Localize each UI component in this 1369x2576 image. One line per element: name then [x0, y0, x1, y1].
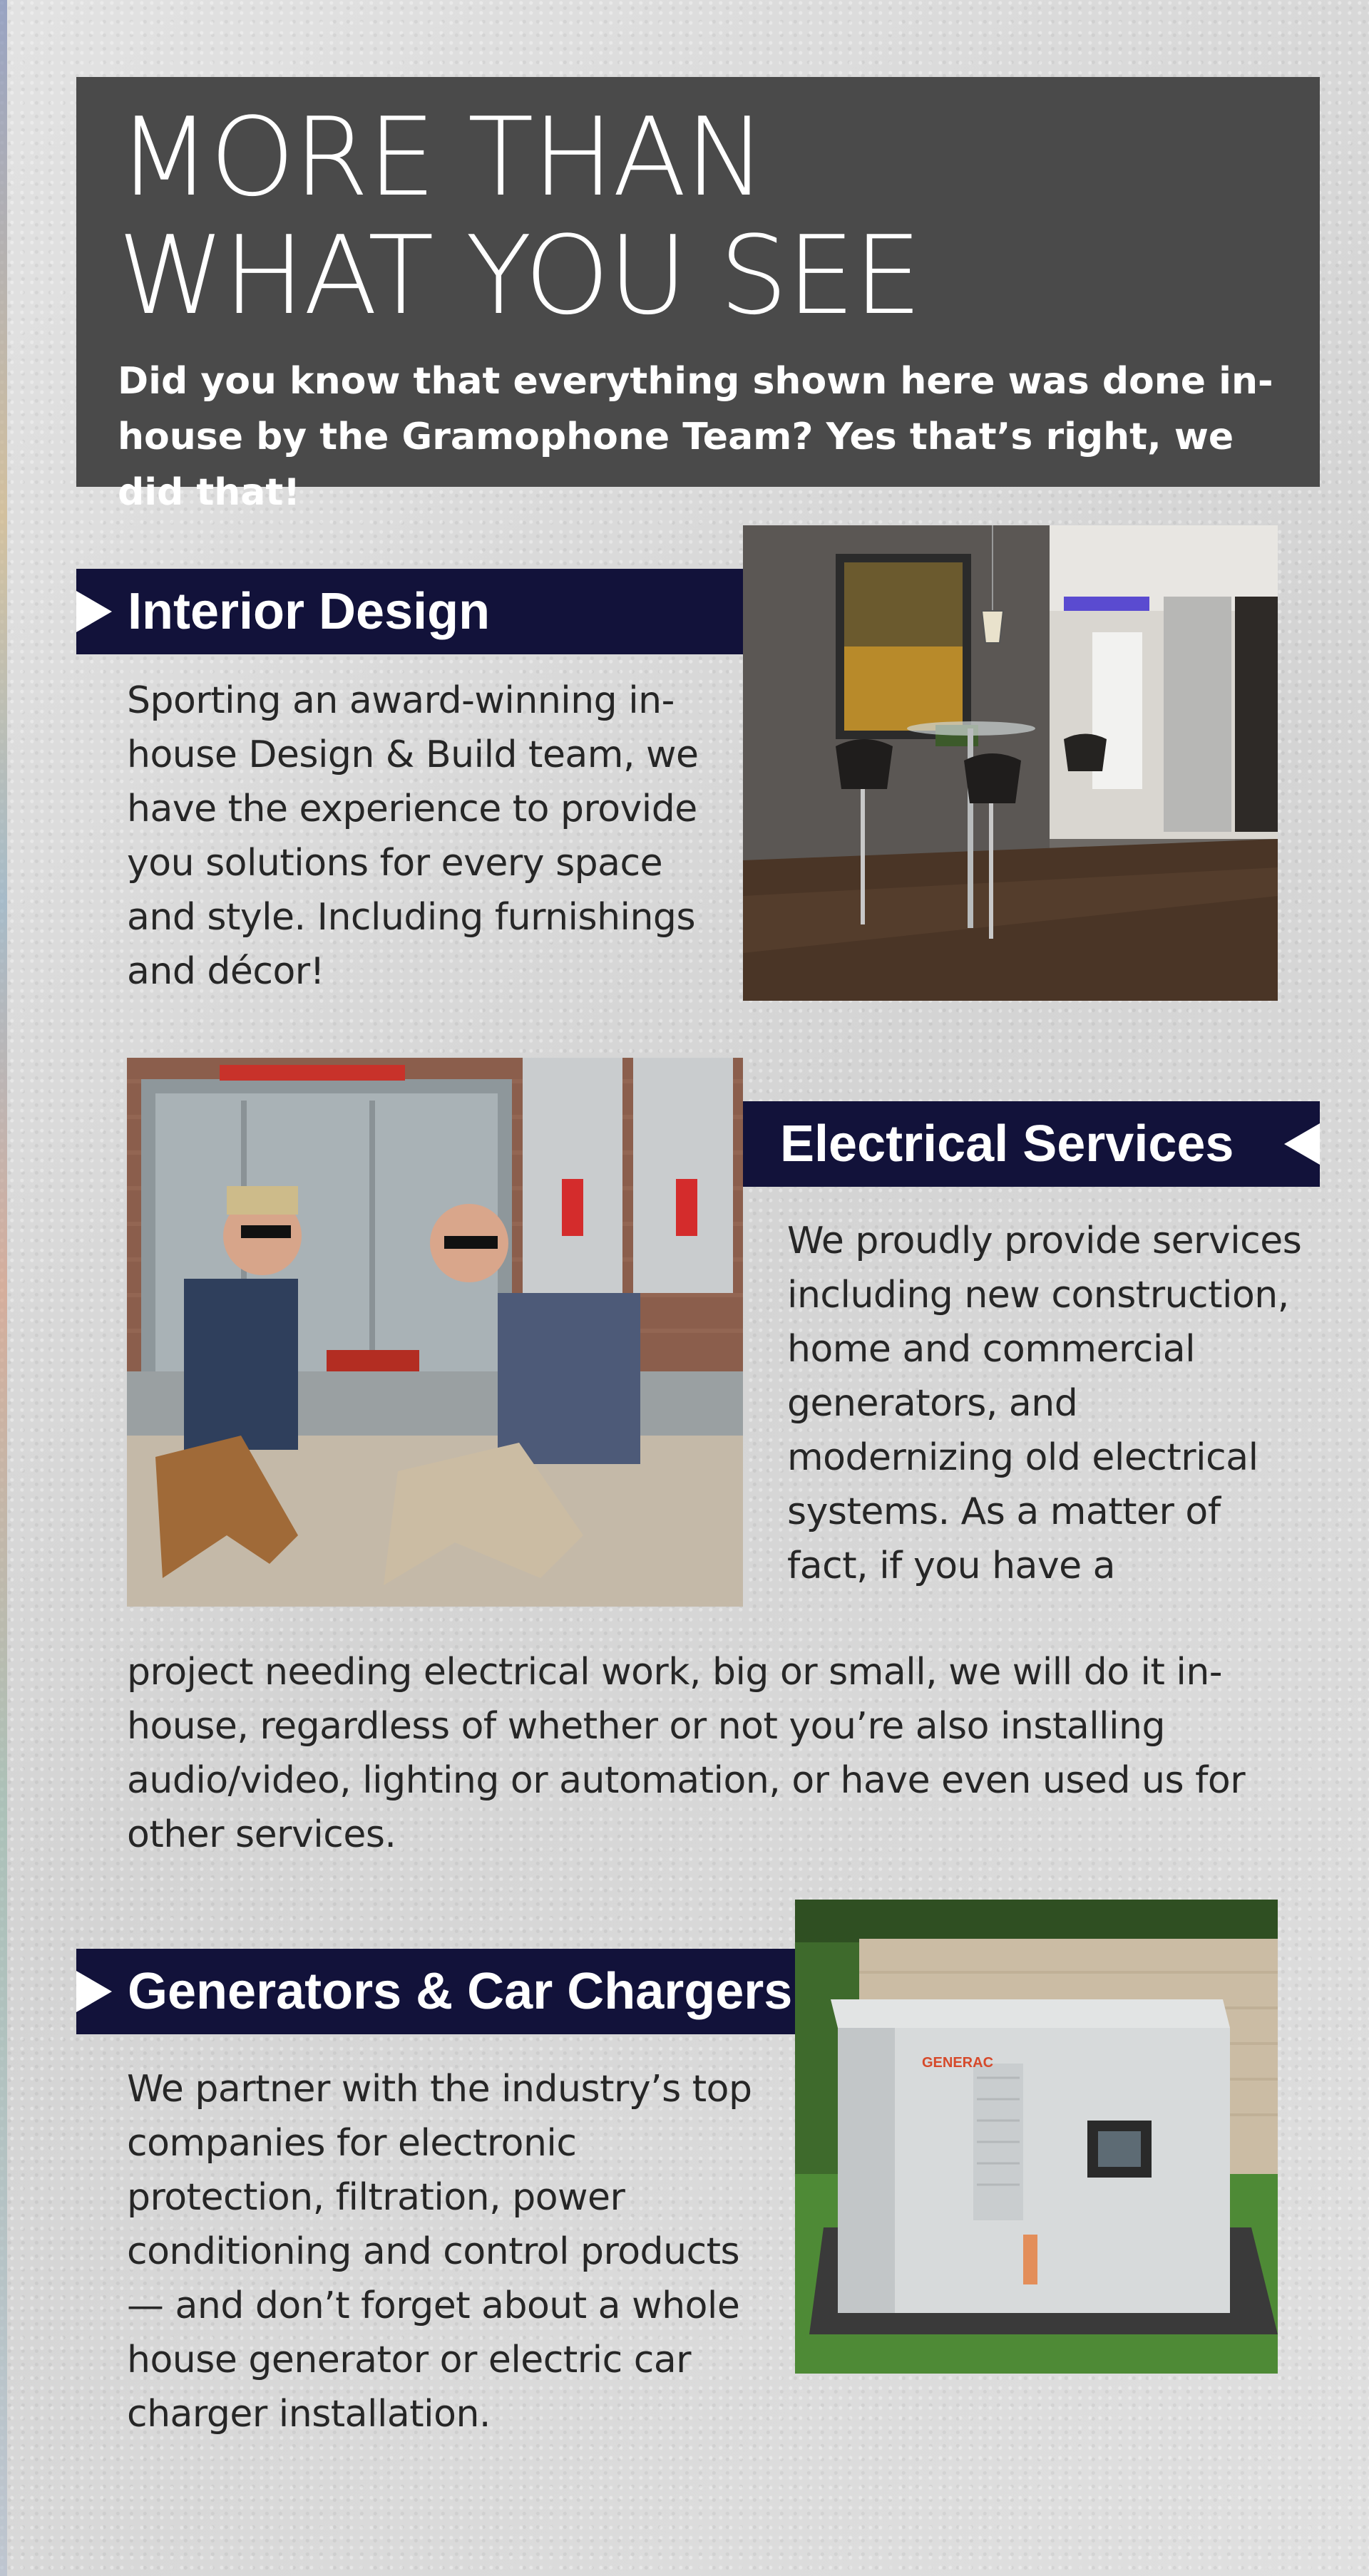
edge-decoration — [0, 0, 7, 2576]
electricians-photo — [127, 1058, 743, 1607]
interior-room-photo — [743, 525, 1278, 1001]
arrow-left-icon — [1284, 1123, 1320, 1165]
interior-design-body: Sporting an award-winning in-house Design & Build team, we have the experience to provide you solutions for every space and style. Including furnishings and décor! — [127, 679, 699, 993]
arrow-right-icon — [76, 591, 112, 632]
hero-subtitle: Did you know that everything shown here was done in-house by the Gramophone Team? Yes that’s right, we did that! — [118, 360, 1273, 514]
hero-title: MORE THAN WHAT YOU SEE — [118, 94, 921, 339]
section-heading: Generators & Car Chargers — [128, 1963, 793, 2020]
generator-photo — [795, 1900, 1278, 2374]
arrow-right-icon — [76, 1971, 112, 2012]
generac-logo: GENERAC — [922, 2055, 994, 2071]
section-banner-interior-design — [76, 569, 743, 654]
generators-body: We partner with the industry’s top companies for electronic protection, filtration, power conditioning and control products — and don’t forget about a whole house generator or electric car charger installation. — [127, 2068, 752, 2436]
electrical-services-body-continued: project needing electrical work, big or small, we will do it in-house, regardless of whether or not you’re also installing audio/video, lighting or automation, or have even used us for other services. — [127, 1651, 1246, 1856]
section-banner-generators — [76, 1949, 795, 2034]
hero-banner — [76, 77, 1320, 514]
electrical-services-body: We proudly provide services including new construction, home and commercial generators, and modernizing old electrical systems. As a matter of fact, if you have a — [787, 1220, 1302, 1587]
section-banner-electrical-services — [743, 1101, 1320, 1187]
section-heading: Electrical Services — [780, 1116, 1234, 1173]
section-heading: Interior Design — [128, 583, 491, 640]
